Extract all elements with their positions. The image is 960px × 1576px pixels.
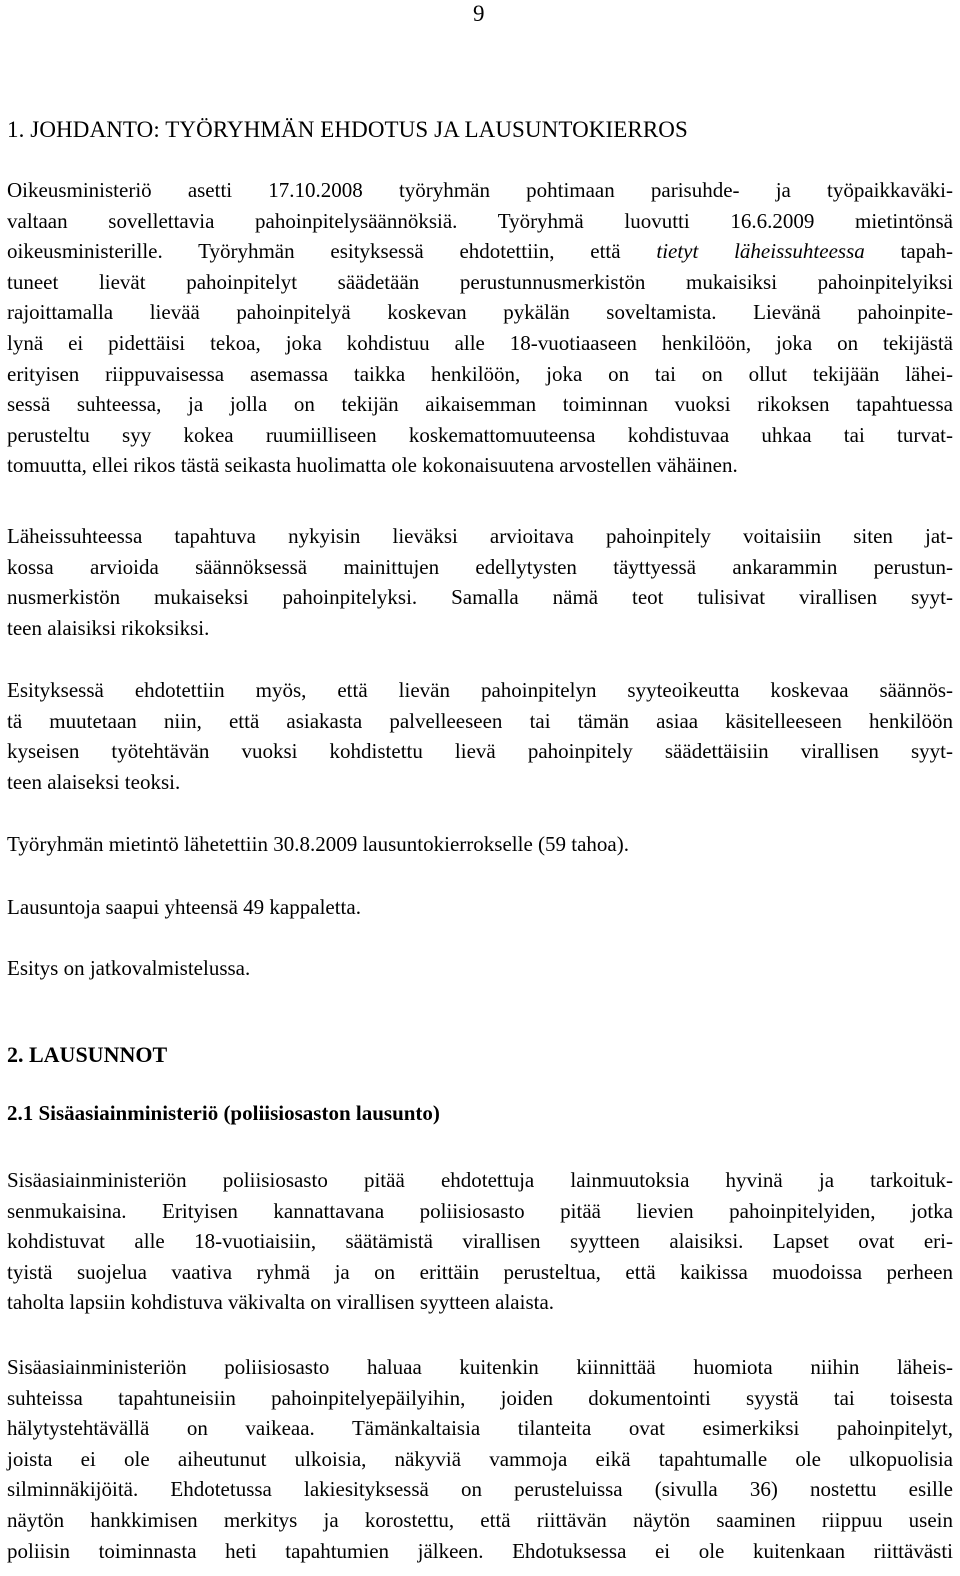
text-line: joista ei ole aiheutunut ulkoisia, näkyviä vammoja eikä tapahtumalle ole ulkopuolisia <box>7 1446 953 1471</box>
text-line: Läheissuhteessa tapahtuva nykyisin lieväksi arvioitava pahoinpitely voitaisiin siten jat- <box>7 524 953 548</box>
text-run: oikeusministerille. Työryhmän esityksessä ehdotettiin, että <box>7 239 657 264</box>
text-line: Sisäasiainministeriön poliisiosasto haluaa kuitenkin kiinnittää huomiota niihin läheis- <box>7 1355 953 1379</box>
text-line: tomuutta, ellei rikos tästä seikasta huolimatta ole kokonaisuutena arvostellen vähäinen. <box>7 453 738 478</box>
subsection-heading-2-1: 2.1 Sisäasiainministeriö (poliisiosaston lausunto) <box>7 1101 440 1125</box>
text-line: erityisen riippuvaisessa asemassa taikka henkilöön, joka on tai on ollut tekijään lähei- <box>7 361 953 386</box>
text-line: perusteltu syy kokea ruumiilliseen koskemattomuuteensa kohdistuvaa uhkaa tai turvat- <box>7 422 953 447</box>
section-heading-2: 2. LAUSUNNOT <box>7 1042 168 1067</box>
text-line: nusmerkistön mukaiseksi pahoinpitelyksi. Samalla nämä teot tulisivat virallisen syyt- <box>7 585 953 610</box>
text-line: sessä suhteessa, ja jolla on tekijän aikaisemman toiminnan vuoksi rikoksen tapahtuessa <box>7 392 953 417</box>
text-line: valtaan sovellettavia pahoinpitelysäännöksiä. Työryhmä luovutti 16.6.2009 mietintönsä <box>7 208 953 233</box>
text-line: näytön hankkimisen merkitys ja korostettu, että riittävän näytön saaminen riippuu usein <box>7 1507 953 1532</box>
text-line: kohdistuvat alle 18-vuotiaisiin, säätämistä virallisen syytteen alaisiksi. Lapset ovat eri- <box>7 1229 953 1254</box>
text-line: teen alaisiksi rikoksiksi. <box>7 615 210 640</box>
text-line: tä muutetaan niin, että asiakasta palvelleeseen tai tämän asiaa käsitelleeseen henkilöön <box>7 708 953 733</box>
paragraph-4 <box>7 1165 953 1318</box>
text-line: Esityksessä ehdotettiin myös, että lievän pahoinpitelyn syyteoikeutta koskevaa säännös- <box>7 678 953 702</box>
text-run: tapah- <box>864 239 953 264</box>
sentence-statements-received: Lausuntoja saapui yhteensä 49 kappaletta. <box>7 895 361 919</box>
text-line: senmukaisina. Erityisen kannattavana poliisiosasto pitää lievien pahoinpitelyiden, jotka <box>7 1198 953 1223</box>
paragraph-5 <box>7 1352 953 1566</box>
text-line: teen alaiseksi teoksi. <box>7 769 181 794</box>
page-number: 9 <box>473 1 485 26</box>
text-line: Oikeusministeriö asetti 17.10.2008 työryhmän pohtimaan parisuhde- ja työpaikkaväki- <box>7 178 953 202</box>
sentence-report-sent: Työryhmän mietintö lähetettiin 30.8.2009 lausuntokierrokselle (59 tahoa). <box>7 832 629 856</box>
text-line: tyistä suojelua vaativa ryhmä ja on erittäin perusteltua, että kaikissa muodoissa perheen <box>7 1259 953 1284</box>
section-heading-1: 1. JOHDANTO: TYÖRYHMÄN EHDOTUS JA LAUSUNTOKIERROS <box>7 117 688 142</box>
text-line: rajoittamalla lievää pahoinpitelyä koskevan pykälän soveltamista. Lievänä pahoinpite- <box>7 300 953 325</box>
text-line: silminnäkijöitä. Ehdotetussa lakiesityksessä on perusteluissa (sivulla 36) nostettu esille <box>7 1477 953 1502</box>
text-line: kossa arvioida säännöksessä mainittujen edellytysten täyttyessä ankarammin perustun- <box>7 554 953 579</box>
text-line: hälytystehtävällä on vaikeaa. Tämänkaltaisia tilanteita ovat esimerkiksi pahoinpitelyt, <box>7 1416 953 1441</box>
text-line: kyseisen työtehtävän vuoksi kohdistettu lievä pahoinpitely säädettäisiin virallisen syyt- <box>7 739 953 764</box>
text-line: taholta lapsiin kohdistuva väkivalta on virallisen syytteen alaista. <box>7 1290 555 1315</box>
text-line: tuneet lievät pahoinpitelyt säädetään perustunnusmerkistön mukaisiksi pahoinpitelyiksi <box>7 269 953 294</box>
text-line: Sisäasiainministeriön poliisiosasto pitää ehdotettuja lainmuutoksia hyvinä ja tarkoituk- <box>7 1168 953 1192</box>
paragraph-2 <box>7 521 953 643</box>
paragraph-3 <box>7 675 953 797</box>
text-line: lynä ei pidettäisi tekoa, joka kohdistuu alle 18-vuotiaaseen henkilöön, joka on tekijästä <box>7 330 953 355</box>
paragraph-intro <box>7 175 953 481</box>
sentence-preparation-status: Esitys on jatkovalmistelussa. <box>7 956 251 980</box>
text-line <box>7 236 953 267</box>
text-line: suhteissa tapahtuneisiin pahoinpitelyepäilyihin, joiden dokumentointi syystä tai toisesta <box>7 1385 953 1410</box>
text-line: poliisin toiminnasta heti tapahtumien jälkeen. Ehdotuksessa ei ole kuitenkaan riittävästi <box>7 1538 953 1563</box>
italic-text: tietyt läheissuhteessa <box>656 239 865 264</box>
